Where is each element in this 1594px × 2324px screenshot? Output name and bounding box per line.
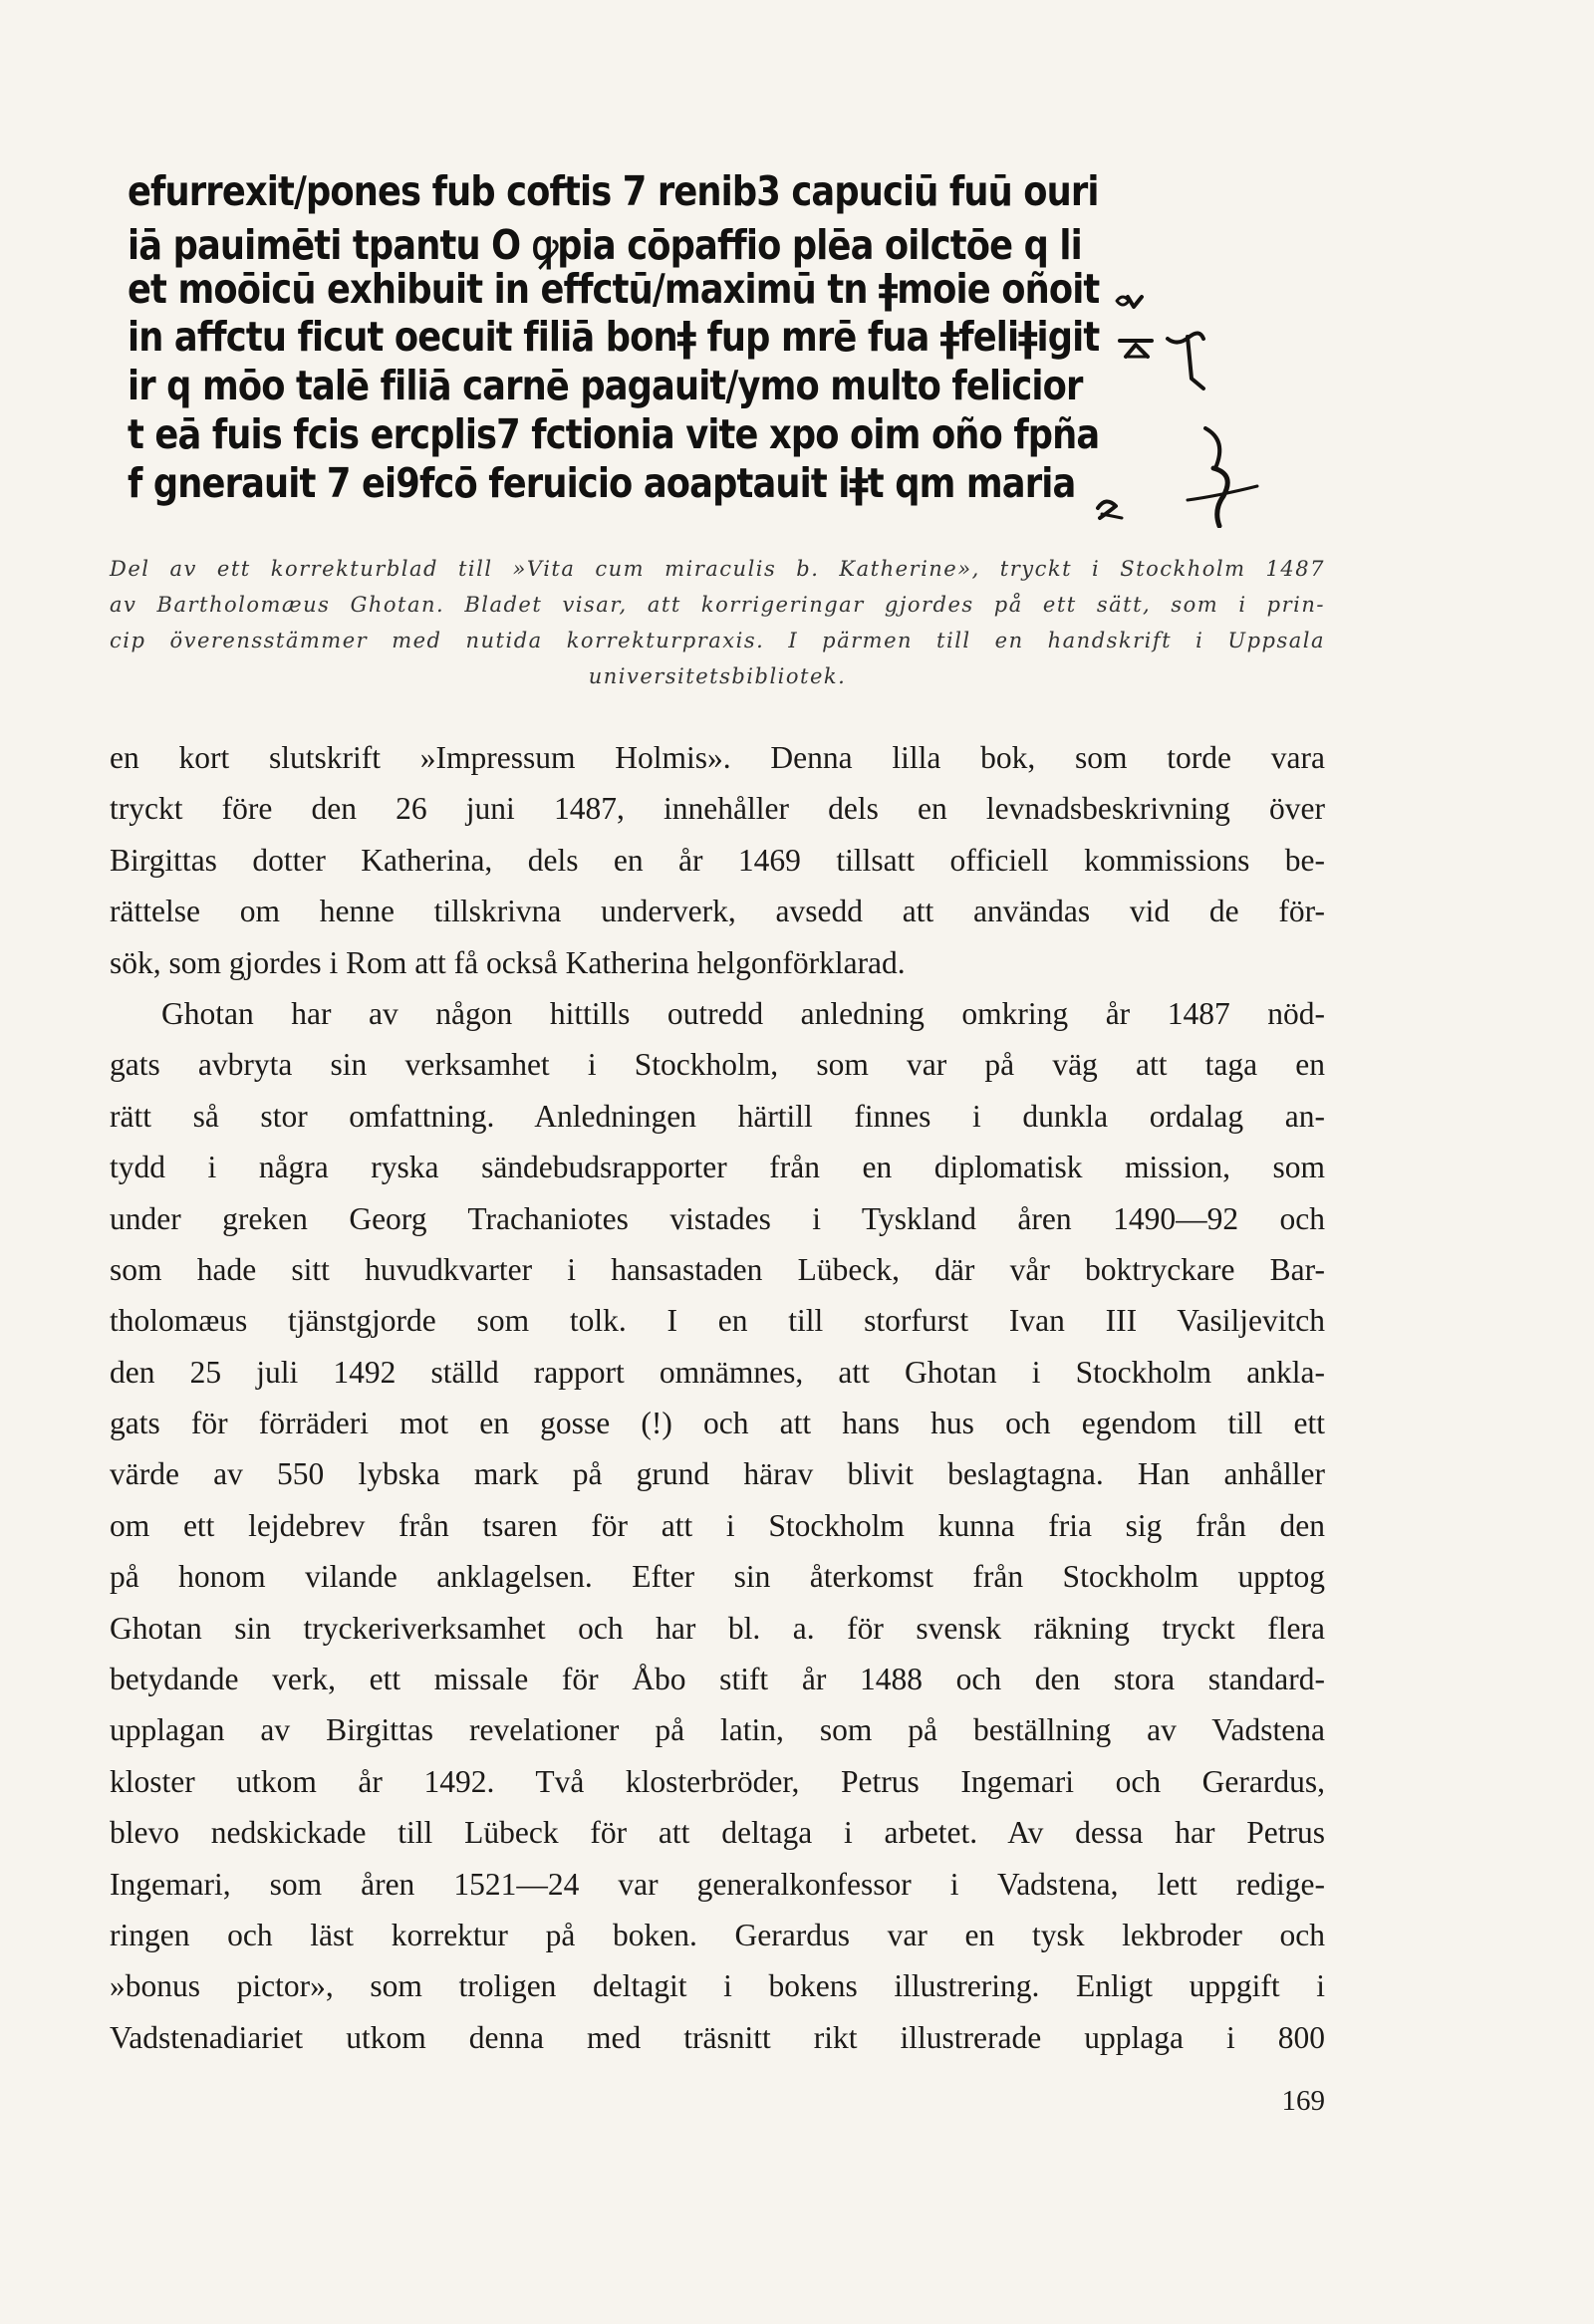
figure-caption <box>110 551 1325 694</box>
facsimile-line: f gnerauit 7 ei9fcō feruicio aoaptauit iǂt qm maria <box>128 459 1076 507</box>
page-number: 169 <box>1281 2085 1325 2117</box>
correction-mark-2 <box>1120 341 1152 357</box>
correction-mark-5 <box>1098 501 1122 518</box>
text-line: kloster utkom år 1492. Två klosterbröder, Petrus Ingemari och Gerardus, <box>110 1763 1325 1799</box>
text-line: Vadstenadiariet utkom denna med träsnitt rikt illustrerade upplaga i 800 <box>110 2019 1325 2055</box>
text-line: rättelse om henne tillskrivna underverk, avsedd att användas vid de för- <box>110 894 1325 929</box>
caption-line: Del av ett korrekturblad till »Vita cum miraculis b. Katherine», tryckt i Stockholm 1487 <box>110 557 1325 581</box>
facsimile-line: t eā fuis fcis ercplis7 fctionia vite xpo oim oño fpña <box>128 410 1100 458</box>
text-line: om ett lejdebrev från tsaren för att i Stockholm kunna fria sig från den <box>110 1507 1325 1543</box>
text-line: gats för förräderi mot en gosse (!) och att hans hus och egendom till ett <box>110 1406 1325 1441</box>
text-line: betydande verk, ett missale för Åbo stift år 1488 och den stora standard- <box>110 1662 1325 1697</box>
facsimile-line: in affctu ficut oecuit filiā bonǂ fup mrē fua ǂfeliǂigit <box>128 313 1100 361</box>
text-line: värde av 550 lybska mark på grund härav blivit beslagtagna. Han anhåller <box>110 1456 1325 1492</box>
correction-mark-1 <box>1117 297 1142 307</box>
text-line: gats avbryta sin verksamhet i Stockholm, som var på väg att taga en <box>110 1047 1325 1083</box>
text-line: tholomæus tjänstgjorde som tolk. I en till storfurst Ivan III Vasiljevitch <box>110 1303 1325 1339</box>
caption-line: cip överensstämmer med nutida korrekturpraxis. I pärmen till en handskrift i Uppsala <box>110 629 1325 652</box>
text-line: som hade sitt huvudkvarter i hansastaden Lübeck, där vår boktryckare Bar- <box>110 1251 1325 1287</box>
text-line: Birgittas dotter Katherina, dels en år 1469 tillsatt officiell kommissions be- <box>110 842 1325 878</box>
proof-correction-marks <box>1076 279 1295 528</box>
text-line: Ghotan har av någon hittills outredd anledning omkring år 1487 nöd- <box>161 995 1325 1031</box>
caption-line: universitetsbibliotek. <box>588 664 847 688</box>
text-line: rätt så stor omfattning. Anledningen härtill finnes i dunkla ordalag an- <box>110 1098 1325 1134</box>
text-line: Ghotan sin tryckeriverksamhet och har bl. a. för svensk räkning tryckt flera <box>110 1610 1325 1646</box>
text-line: en kort slutskrift »Impressum Holmis». Denna lilla bok, som torde vara <box>110 740 1325 775</box>
text-line: sök, som gjordes i Rom att få också Katherina helgonförklarad. <box>110 944 906 980</box>
facsimile-line: efurrexit/pones fub coftis 7 renib3 capuciū fuū ouri <box>128 167 1099 215</box>
text-line: på honom vilande anklagelsen. Efter sin återkomst från Stockholm upptog <box>110 1559 1325 1595</box>
text-line: upplagan av Birgittas revelationer på latin, som på beställning av Vadstena <box>110 1712 1325 1748</box>
text-line: blevo nedskickade till Lübeck för att deltaga i arbetet. Av dessa har Petrus <box>110 1815 1325 1851</box>
correction-mark-4 <box>1188 428 1257 526</box>
text-line: ringen och läst korrektur på boken. Gerardus var en tysk lekbroder och <box>110 1917 1325 1952</box>
text-line: »bonus pictor», som troligen deltagit i bokens illustrering. Enligt uppgift i <box>110 1968 1325 2004</box>
text-line: den 25 juli 1492 ställd rapport omnämnes, att Ghotan i Stockholm ankla- <box>110 1354 1325 1390</box>
facsimile-line: ir q mōo talē filiā carnē pagauit/ymo multo felicior <box>128 362 1083 409</box>
text-line: tryckt före den 26 juni 1487, innehåller dels en levnadsbeskrivning över <box>110 791 1325 827</box>
caption-line: av Bartholomæus Ghotan. Bladet visar, att korrigeringar gjordes på ett sätt, som i prin- <box>110 593 1325 617</box>
facsimile-line: et moōicū exhibuit in effctū/maximū tn ǂmoie oñoit <box>128 265 1100 313</box>
text-line: tydd i några ryska sändebudsrapporter från en diplomatisk mission, som <box>110 1150 1325 1185</box>
text-line: Ingemari, som åren 1521—24 var generalkonfessor i Vadstena, lett redige- <box>110 1866 1325 1902</box>
facsimile-line: iā pauimēti tpantu O ꝙpia cōpaffio plēa oilctōe q li <box>128 221 1082 269</box>
body-text <box>110 732 1325 2063</box>
text-line: under greken Georg Trachaniotes vistades i Tyskland åren 1490—92 och <box>110 1200 1325 1236</box>
correction-mark-3 <box>1168 333 1203 388</box>
